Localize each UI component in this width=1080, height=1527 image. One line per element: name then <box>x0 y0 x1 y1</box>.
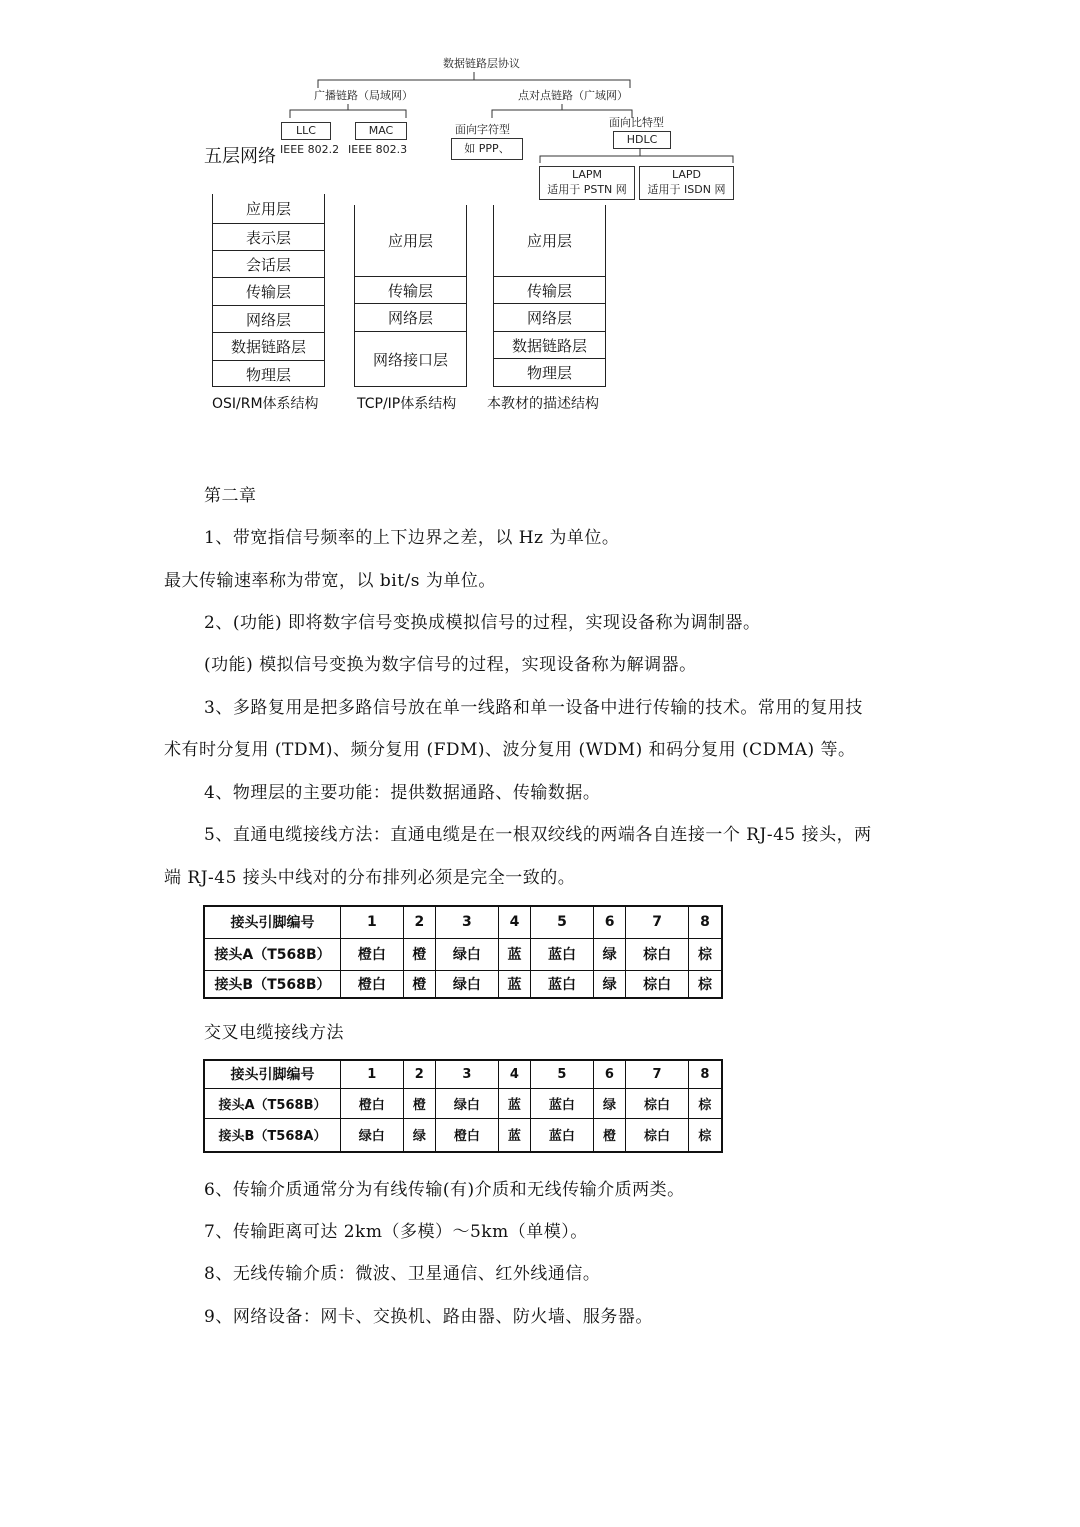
table-cell: 橙白 <box>341 1088 404 1118</box>
mac-box: MAC <box>355 122 407 140</box>
table-cell: 蓝白 <box>531 970 594 998</box>
cross-wiring-table <box>203 1059 723 1153</box>
table-cell: 1 <box>341 1060 404 1088</box>
osi-layer: 表示层 <box>213 223 324 250</box>
paragraph-7: 7、传输距离可达 2km（多模）～5km（单模）。 <box>204 1222 588 1242</box>
table-row <box>204 938 722 970</box>
table-cell: 绿 <box>593 1088 625 1118</box>
straight-wiring-table <box>203 905 723 999</box>
table-cell: 6 <box>593 1060 625 1088</box>
lapd-desc: 适用于 ISDN 网 <box>647 183 726 196</box>
table-cell: 蓝白 <box>531 1118 594 1152</box>
chapter-title: 第二章 <box>204 486 257 506</box>
table-cell: 蓝白 <box>531 1088 594 1118</box>
table-cell: 橙 <box>403 938 435 970</box>
lapd-box <box>639 166 734 200</box>
table-cell: 绿白 <box>436 938 499 970</box>
table-cell: 橙 <box>403 970 435 998</box>
table-cell: 棕白 <box>626 938 689 970</box>
osi-layer: 传输层 <box>213 277 324 305</box>
table-cell: 橙白 <box>341 938 404 970</box>
table-row <box>204 1088 722 1118</box>
table-cell: 棕白 <box>626 1118 689 1152</box>
osi-layer: 物理层 <box>213 360 324 387</box>
table-cell: 7 <box>626 906 689 938</box>
char-oriented-label: 面向字符型 <box>455 123 510 136</box>
textbook-caption: 本教材的描述结构 <box>487 396 599 412</box>
protocol-root-label: 数据链路层协议 <box>443 57 520 70</box>
bit-oriented-label: 面向比特型 <box>609 116 664 129</box>
broadcast-link-label: 广播链路（局域网） <box>314 89 413 102</box>
table-cell: 橙 <box>403 1088 435 1118</box>
table-cell: 蓝 <box>498 1118 530 1152</box>
five-layer-label: 五层网络 <box>204 146 276 167</box>
hdlc-box: HDLC <box>613 131 671 149</box>
table-cell: 棕白 <box>626 970 689 998</box>
ppp-box: 如 PPP、 <box>451 138 523 160</box>
paragraph-9: 9、网络设备：网卡、交换机、路由器、防火墙、服务器。 <box>204 1307 653 1327</box>
table-cell: 绿白 <box>436 1088 499 1118</box>
paragraph-8: 8、无线传输介质：微波、卫星通信、红外线通信。 <box>204 1264 601 1284</box>
osi-layer: 会话层 <box>213 250 324 277</box>
table-cell: 绿白 <box>436 970 499 998</box>
tcpip-layer: 网络接口层 <box>355 331 466 386</box>
llc-box: LLC <box>281 122 331 140</box>
paragraph-6: 6、传输介质通常分为有线传输(有)介质和无线传输介质两类。 <box>204 1180 685 1200</box>
paragraph-5b: 端 RJ-45 接头中线对的分布排列必须是完全一致的。 <box>164 868 576 888</box>
paragraph-1b: 最大传输速率称为带宽，以 bit/s 为单位。 <box>164 571 496 591</box>
textbook-layer: 传输层 <box>494 276 605 303</box>
osi-layer: 应用层 <box>245 200 291 218</box>
table-cell: 棕 <box>688 1088 722 1118</box>
table-row <box>204 1118 722 1152</box>
table-cell: 棕 <box>688 970 722 998</box>
table-cell: 2 <box>403 906 435 938</box>
textbook-layer: 应用层 <box>526 232 572 250</box>
osi-stack <box>212 194 325 387</box>
textbook-stack <box>493 205 606 387</box>
paragraph-3b: 术有时分复用 (TDM)、频分复用 (FDM)、波分复用 (WDM) 和码分复用 (CDMA) 等。 <box>164 740 856 760</box>
table-cell: 接头B（T568B） <box>204 970 341 998</box>
tcpip-stack <box>354 205 467 387</box>
table-cell: 蓝 <box>498 938 530 970</box>
tcpip-layer: 应用层 <box>387 232 433 250</box>
paragraph-1a: 1、带宽指信号频率的上下边界之差，以 Hz 为单位。 <box>204 528 620 548</box>
table-cell: 接头A（T568B） <box>204 938 341 970</box>
tcpip-layer: 传输层 <box>355 276 466 303</box>
table-cell: 棕白 <box>626 1088 689 1118</box>
table-cell: 3 <box>436 1060 499 1088</box>
textbook-layer: 网络层 <box>494 303 605 331</box>
lapd-name: LAPD <box>671 168 701 181</box>
table-cell: 接头引脚编号 <box>204 1060 341 1088</box>
table-row <box>204 970 722 998</box>
lapm-desc: 适用于 PSTN 网 <box>547 183 627 196</box>
table-cell: 棕 <box>688 1118 722 1152</box>
table-cell: 绿 <box>593 970 625 998</box>
table-cell: 1 <box>341 906 404 938</box>
table-header-row <box>204 1060 722 1088</box>
paragraph-5a: 5、直通电缆接线方法：直通电缆是在一根双绞线的两端各自连接一个 RJ-45 接头，两 <box>204 825 872 845</box>
paragraph-3a: 3、多路复用是把多路信号放在单一线路和单一设备中进行传输的技术。常用的复用技 <box>204 698 863 718</box>
table-cell: 2 <box>403 1060 435 1088</box>
tcpip-layer: 网络层 <box>355 303 466 331</box>
tcpip-caption: TCP/IP体系结构 <box>357 396 457 412</box>
table-cell: 4 <box>498 1060 530 1088</box>
table-cell: 接头B（T568A） <box>204 1118 341 1152</box>
table-cell: 8 <box>688 1060 722 1088</box>
osi-layer: 网络层 <box>213 305 324 332</box>
osi-caption: OSI/RM体系结构 <box>212 396 319 412</box>
table-cell: 橙白 <box>436 1118 499 1152</box>
table-cell: 橙白 <box>341 970 404 998</box>
lapm-box <box>539 166 635 200</box>
table-cell: 8 <box>688 906 722 938</box>
paragraph-2b: (功能) 模拟信号变换为数字信号的过程，实现设备称为解调器。 <box>204 655 697 675</box>
table-cell: 绿 <box>403 1118 435 1152</box>
table-cell: 接头引脚编号 <box>204 906 341 938</box>
table-cell: 绿 <box>593 938 625 970</box>
table-cell: 4 <box>498 906 530 938</box>
paragraph-4: 4、物理层的主要功能：提供数据通路、传输数据。 <box>204 783 601 803</box>
p2p-link-label: 点对点链路（广域网） <box>518 89 628 102</box>
paragraph-2a: 2、(功能) 即将数字信号变换成模拟信号的过程，实现设备称为调制器。 <box>204 613 761 633</box>
table-cell: 绿白 <box>341 1118 404 1152</box>
osi-layer: 数据链路层 <box>213 332 324 360</box>
table-cell: 5 <box>531 906 594 938</box>
cross-wiring-title: 交叉电缆接线方法 <box>204 1023 344 1043</box>
table-cell: 蓝白 <box>531 938 594 970</box>
table-cell: 蓝 <box>498 970 530 998</box>
ieee8023-label: IEEE 802.3 <box>348 143 408 156</box>
table-cell: 7 <box>626 1060 689 1088</box>
table-cell: 3 <box>436 906 499 938</box>
table-cell: 6 <box>593 906 625 938</box>
table-cell: 接头A（T568B） <box>204 1088 341 1118</box>
table-cell: 棕 <box>688 938 722 970</box>
table-cell: 5 <box>531 1060 594 1088</box>
textbook-layer: 物理层 <box>494 358 605 386</box>
lapm-name: LAPM <box>571 168 603 181</box>
ieee8022-label: IEEE 802.2 <box>280 143 340 156</box>
table-cell: 橙 <box>593 1118 625 1152</box>
table-cell: 蓝 <box>498 1088 530 1118</box>
table-header-row <box>204 906 722 938</box>
textbook-layer: 数据链路层 <box>494 331 605 358</box>
